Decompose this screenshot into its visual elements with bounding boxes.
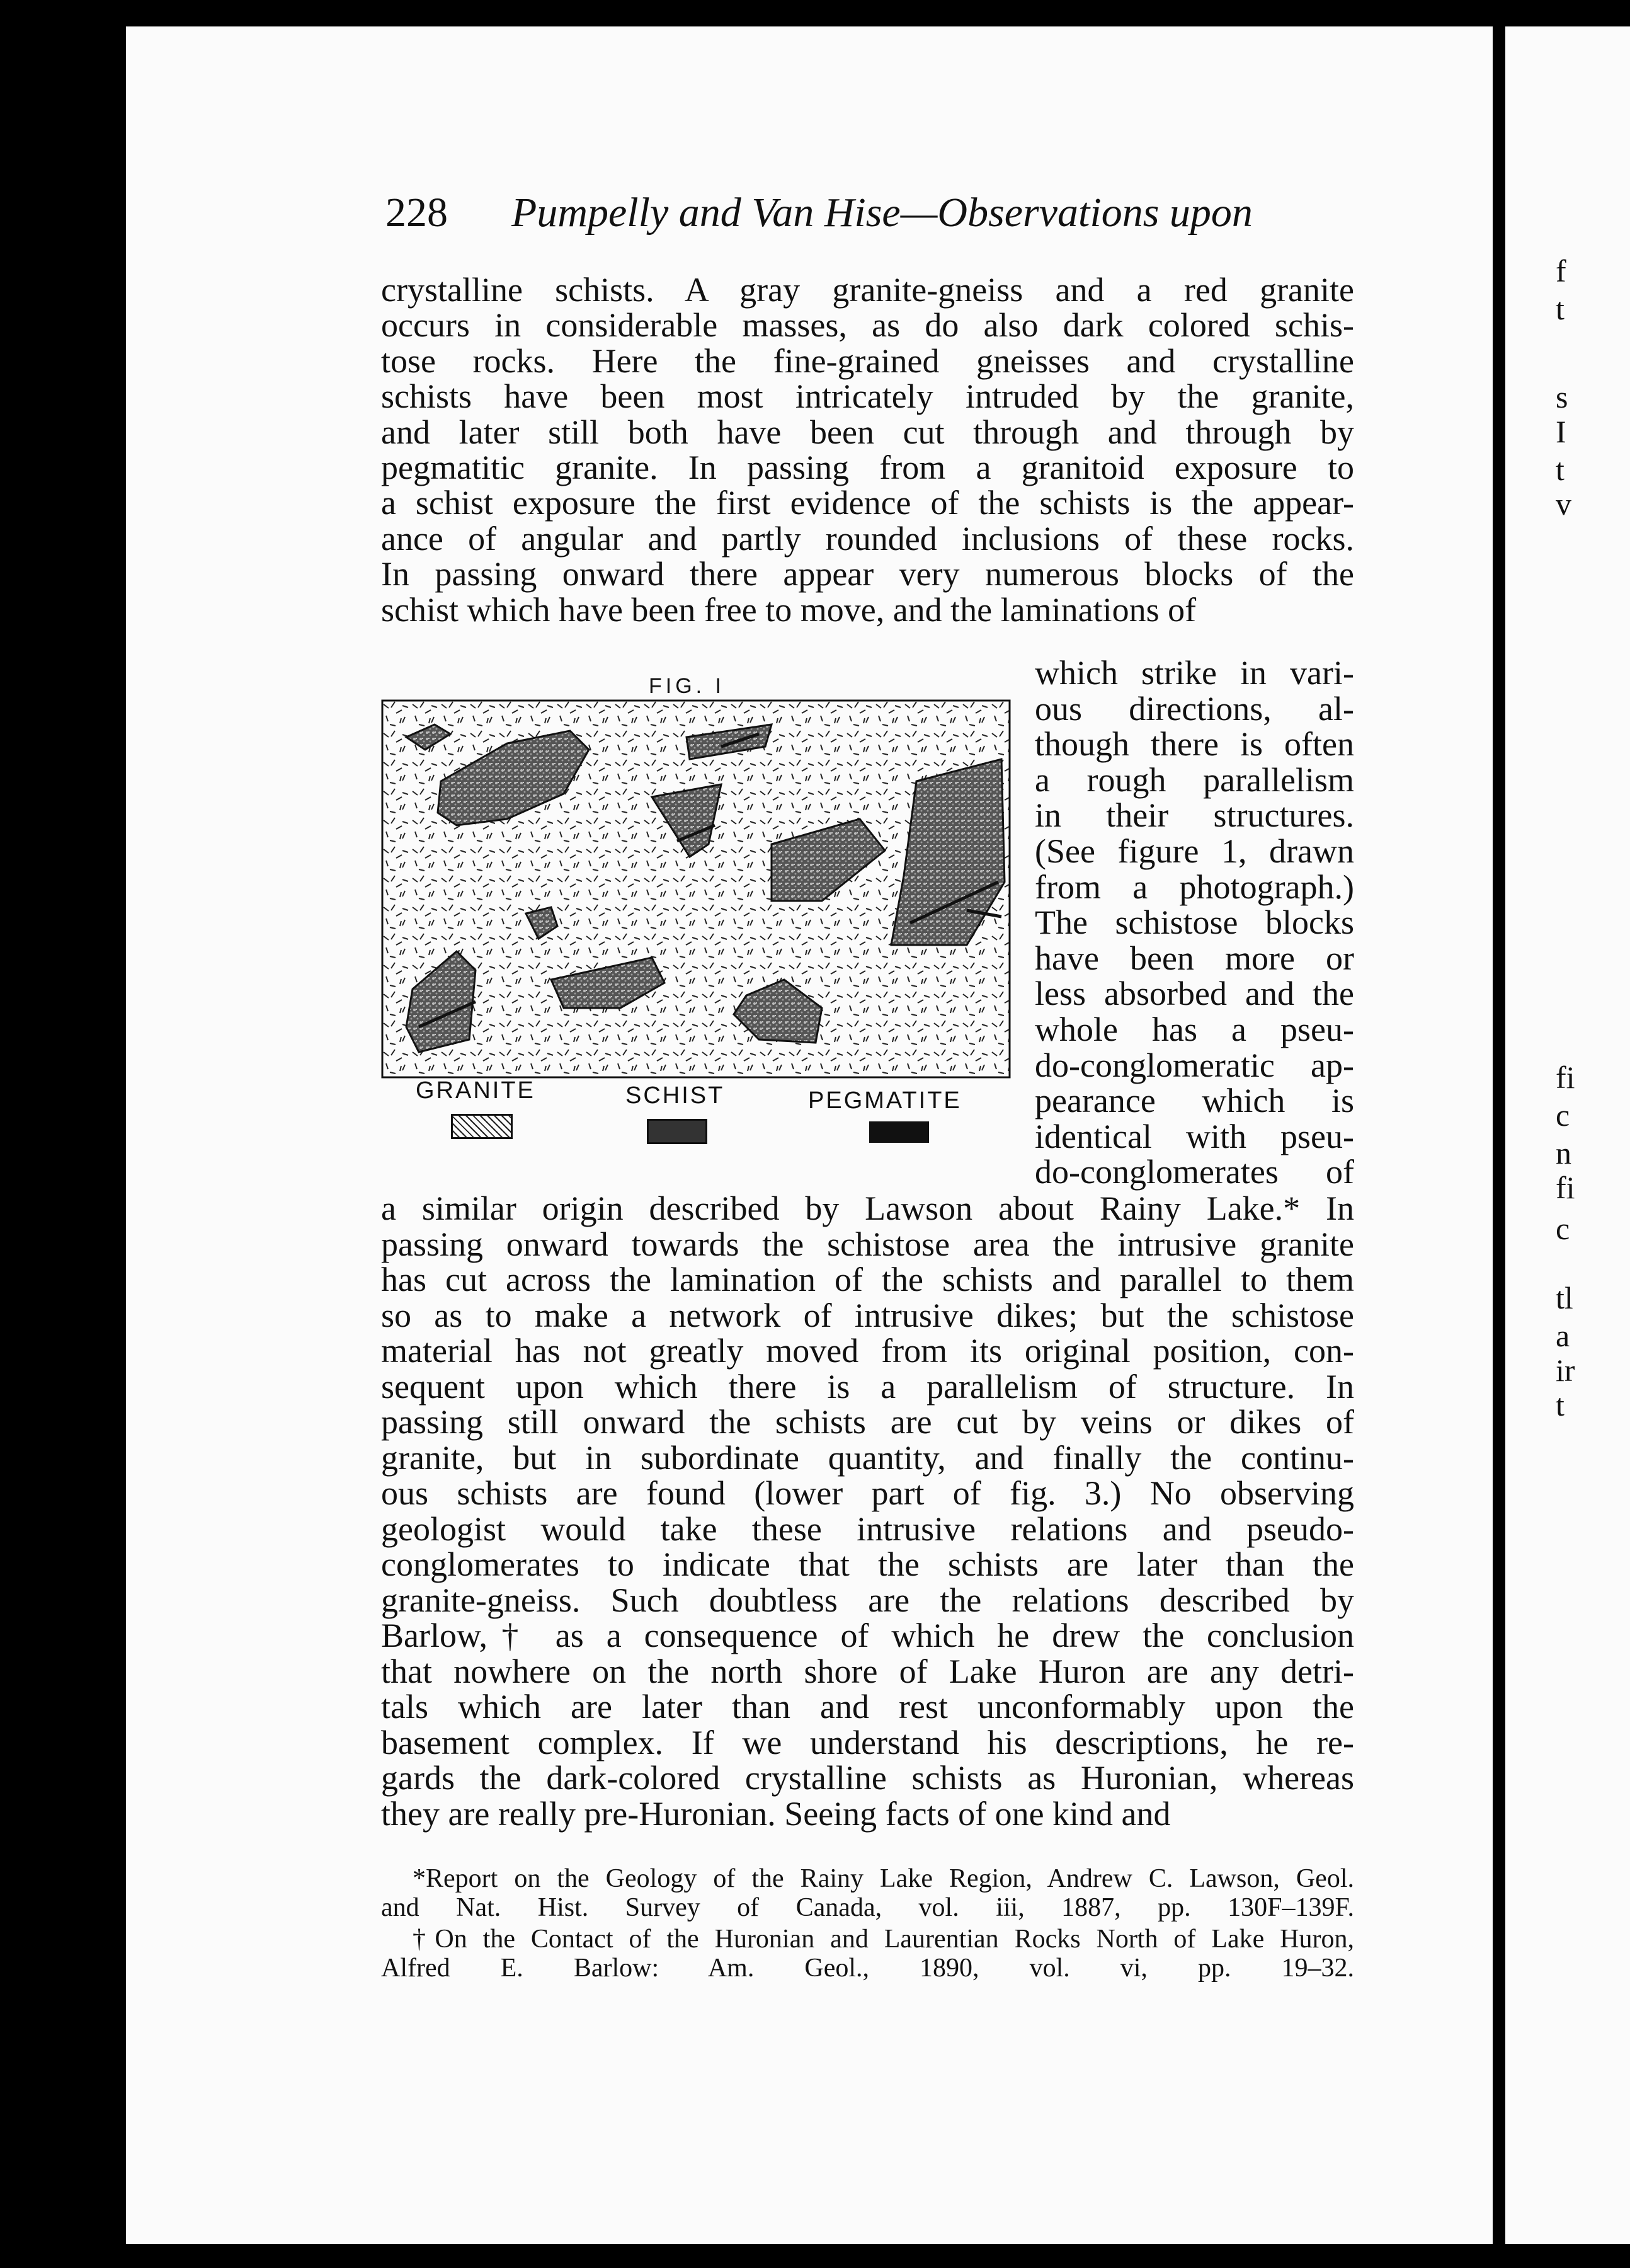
text-line: occurs in considerable masses, as do also dark colored schis- [381, 306, 1354, 345]
text-line: passing onward towards the schistose area the intrusive granite [381, 1225, 1354, 1263]
text-line: basement complex. If we understand his descriptions, he re- [381, 1723, 1354, 1761]
text-line: schists have been most intricately intruded by the granite, [381, 377, 1354, 416]
text-line: material has not greatly moved from its original position, con- [381, 1332, 1354, 1370]
figure-caption: FIG. I [649, 674, 725, 698]
text-line: have been more or [1035, 939, 1354, 977]
text-line: and later still both have been cut through and through by [381, 413, 1354, 451]
text-line: Barlow,† as a consequence of which he drew the conclusion [381, 1617, 1354, 1654]
page-number: 228 [385, 190, 448, 236]
text-line: granite, but in subordinate quantity, and finally the continu- [381, 1438, 1354, 1477]
text-line: The schistose blocks [1035, 903, 1354, 942]
facing-page-fragment: s [1556, 379, 1568, 415]
text-line: (See figure 1, drawn [1035, 832, 1354, 870]
legend-pegmatite-swatch [869, 1121, 929, 1143]
text-line: pegmatitic granite. In passing from a granitoid exposure to [381, 449, 1354, 486]
facing-page-fragment: c [1556, 1211, 1570, 1246]
footnote-line: *Report on the Geology of the Rainy Lake Region, Andrew C. Lawson, Geol. [413, 1864, 1354, 1893]
text-line: a schist exposure the first evidence of the schists is the appear- [381, 484, 1354, 522]
text-line: though there is often [1035, 725, 1354, 764]
text-line: has cut across the lamination of the schists and parallel to them [381, 1261, 1354, 1298]
facing-page-fragment: t [1556, 1387, 1564, 1423]
facing-page-fragment: t [1556, 291, 1564, 326]
figure-1-illustration [381, 699, 1011, 1079]
facing-page-fragment: v [1556, 486, 1571, 522]
facing-page-fragment: a [1556, 1318, 1570, 1353]
running-title: Pumpelly and Van Hise—Observations upon [511, 190, 1253, 236]
footnote-line: Alfred E. Barlow: Am. Geol., 1890, vol. vi, pp. 19–32. [381, 1954, 1354, 1983]
text-line: ance of angular and partly rounded inclusions of these rocks. [381, 519, 1354, 558]
text-line: ous directions, al- [1035, 689, 1354, 728]
legend-granite-swatch [451, 1114, 513, 1139]
text-line: tals which are later than and rest unconformably upon the [381, 1688, 1354, 1726]
facing-page-fragment: c [1556, 1097, 1570, 1133]
text-line: granite-gneiss. Such doubtless are the relations described by [381, 1581, 1354, 1619]
text-line: pearance which is [1035, 1082, 1354, 1120]
facing-page-fragment: I [1556, 414, 1566, 449]
text-line: geologist would take these intrusive relations and pseudo- [381, 1509, 1354, 1548]
text-line: crystalline schists. A gray granite-gneiss and a red granite [381, 271, 1354, 309]
text-line: sequent upon which there is a parallelism of structure. In [381, 1367, 1354, 1406]
facing-page-fragment: fi [1556, 1060, 1575, 1095]
text-line: do-conglomeratic ap- [1035, 1046, 1354, 1084]
text-line: they are really pre-Huronian. Seeing facts of one kind and [381, 1794, 1171, 1833]
facing-page-fragment: fi [1556, 1170, 1575, 1205]
text-line: which strike in vari- [1035, 654, 1354, 692]
text-line: so as to make a network of intrusive dikes; but the schistose [381, 1296, 1354, 1334]
text-line: do-conglomerates of [1035, 1153, 1354, 1191]
facing-page-fragment: f [1556, 253, 1566, 289]
legend-granite-label: GRANITE [416, 1077, 535, 1104]
text-line: a similar origin described by Lawson about Rainy Lake.* In [381, 1189, 1354, 1227]
text-line: a rough parallelism [1035, 760, 1354, 799]
text-line: from a photograph.) [1035, 868, 1354, 906]
text-line: identical with pseu- [1035, 1117, 1354, 1155]
legend-schist-swatch [647, 1119, 707, 1144]
text-line: In passing onward there appear very numerous blocks of the [381, 555, 1354, 593]
text-line: schist which have been free to move, and the laminations of [381, 590, 1197, 629]
text-line: tose rocks. Here the fine-grained gneisses and crystalline [381, 341, 1354, 380]
text-line: less absorbed and the [1035, 975, 1354, 1013]
footnote-line: and Nat. Hist. Survey of Canada, vol. iii, 1887, pp. 130F–139F. [381, 1893, 1354, 1922]
text-line: passing still onward the schists are cut by veins or dikes of [381, 1403, 1354, 1441]
text-line: that nowhere on the north shore of Lake Huron are any detri- [381, 1652, 1354, 1690]
footnote-line: †On the Contact of the Huronian and Laurentian Rocks North of Lake Huron, [413, 1925, 1354, 1954]
text-line: gards the dark-colored crystalline schists as Huronian, whereas [381, 1759, 1354, 1797]
facing-page-fragment: ir [1556, 1353, 1575, 1388]
text-line: whole has a pseu- [1035, 1011, 1354, 1048]
facing-page-fragment: n [1556, 1135, 1571, 1171]
text-line: ous schists are found (lower part of fig. 3.) No observing [381, 1474, 1354, 1512]
legend-pegmatite-label: PEGMATITE [808, 1087, 962, 1114]
text-line: in their structures. [1035, 796, 1354, 835]
legend-schist-label: SCHIST [625, 1082, 725, 1109]
facing-page-fragment: t [1556, 452, 1564, 487]
text-line: conglomerates to indicate that the schists are later than the [381, 1545, 1354, 1583]
facing-page-edge [1505, 26, 1630, 2244]
facing-page-fragment: tl [1556, 1280, 1573, 1315]
